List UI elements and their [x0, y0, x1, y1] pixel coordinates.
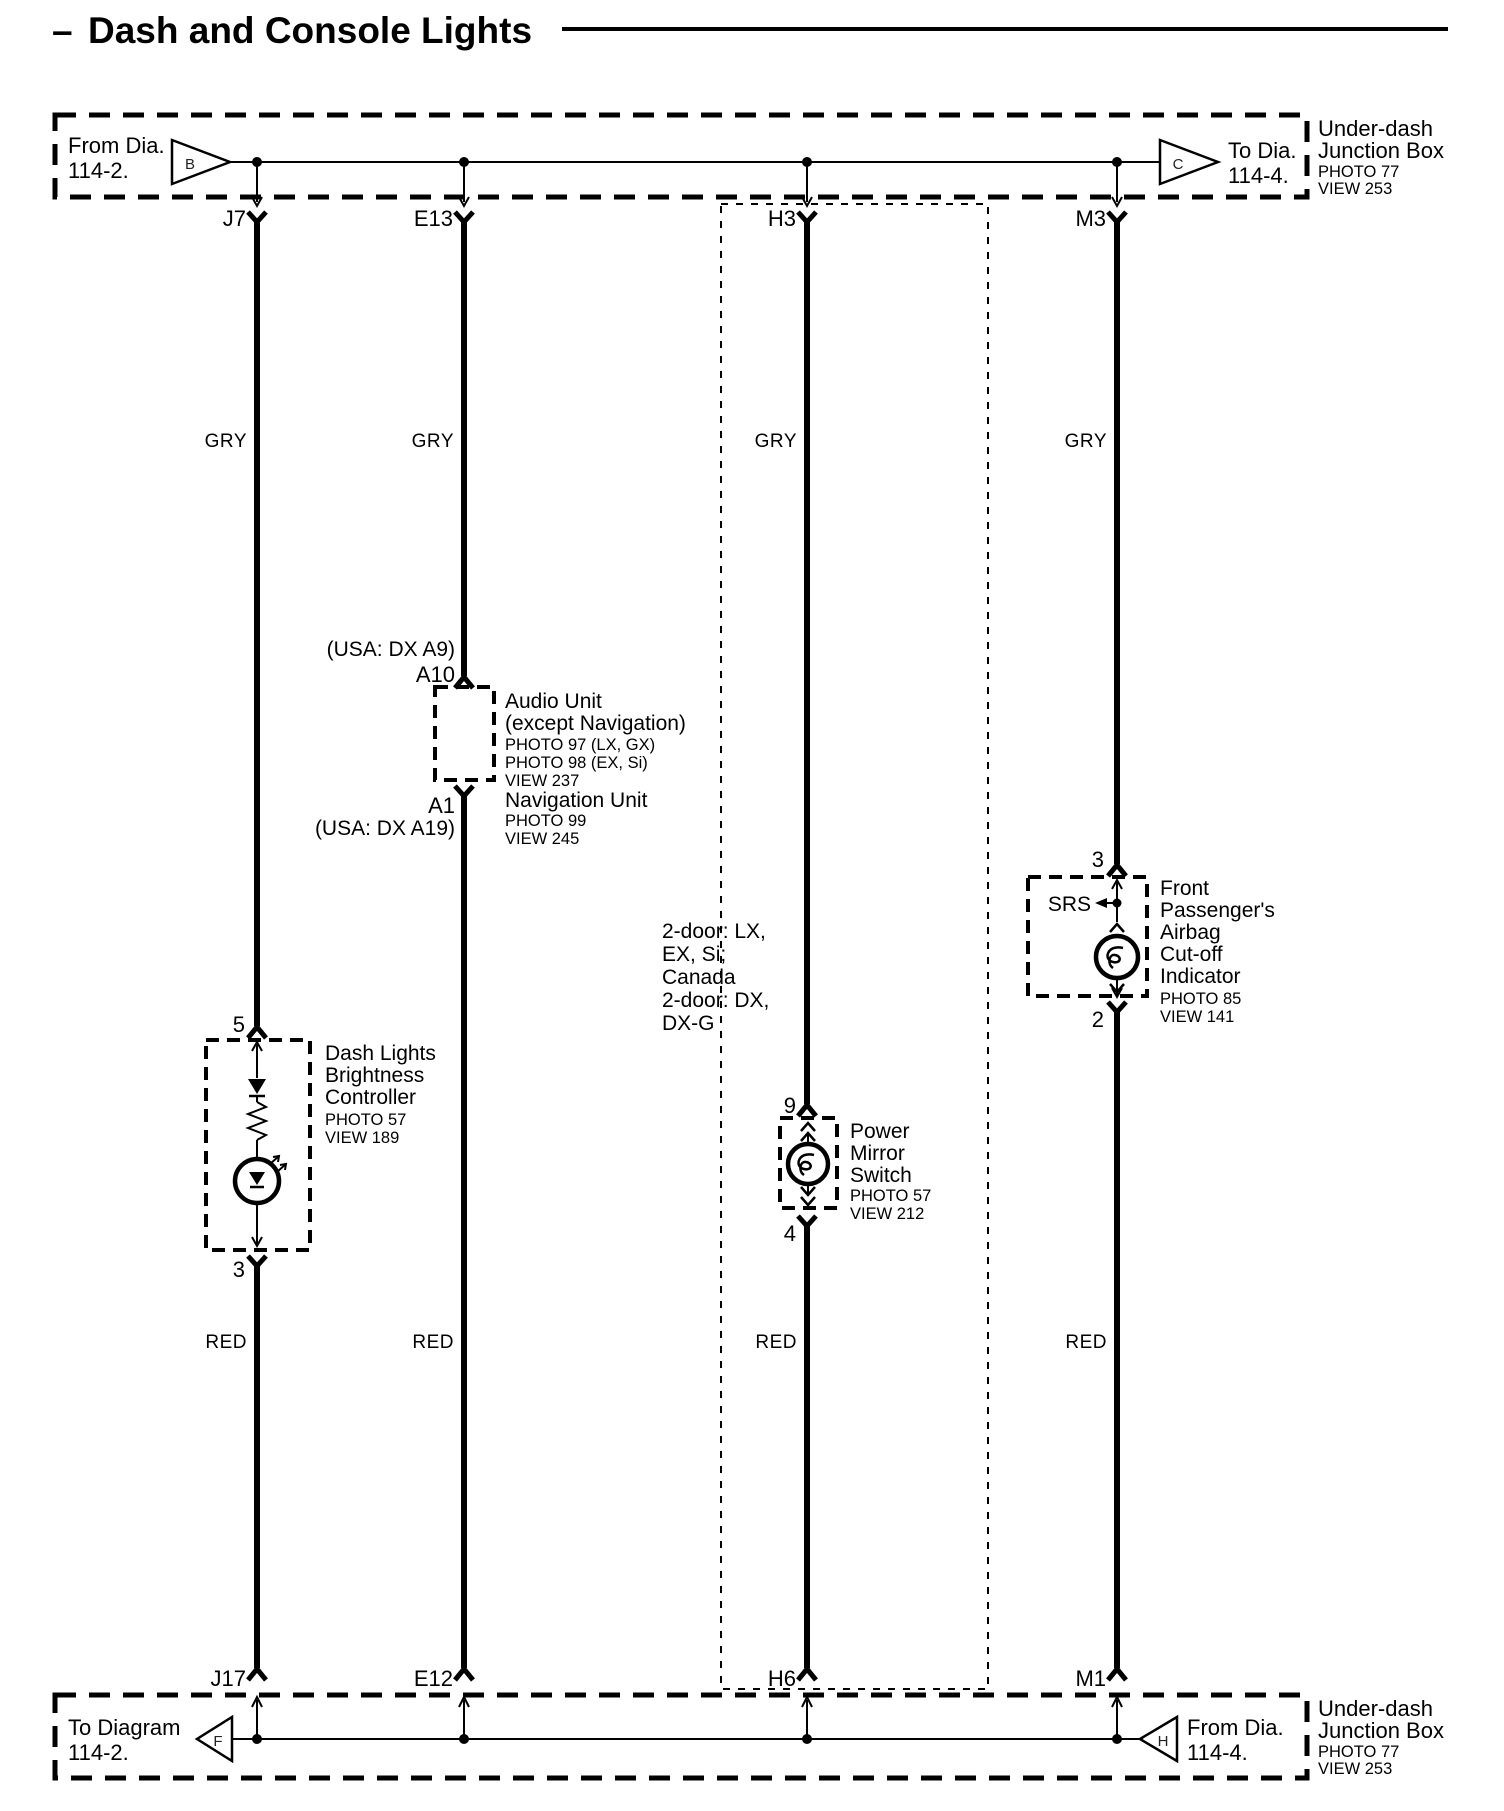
- variant-note-line5: DX-G: [662, 1012, 715, 1035]
- top-connector-label: M3: [1075, 206, 1106, 231]
- bottom-connector-label: E12: [413, 1666, 453, 1691]
- connector-chevron: [798, 1669, 816, 1680]
- navigation-photo-ref: PHOTO 99: [505, 812, 587, 830]
- bottom-to-label-line2: 114-4.: [1187, 1740, 1248, 1765]
- wire-color-label: RED: [755, 1332, 797, 1353]
- wire-color-label: GRY: [754, 431, 797, 452]
- diode-icon: [248, 1079, 266, 1094]
- airbag-name-line5: Indicator: [1160, 965, 1241, 988]
- top-connector-label: J7: [222, 206, 246, 231]
- mirror-photo-ref: PHOTO 57: [850, 1187, 932, 1205]
- resistor-icon: [248, 1102, 266, 1140]
- bottom-connector-label: J17: [210, 1666, 246, 1691]
- connector-chevron: [248, 212, 266, 222]
- connector-chevron: [1108, 1669, 1126, 1680]
- connector-chevron: [248, 1027, 266, 1038]
- mirror-name-line2: Mirror: [850, 1142, 905, 1165]
- srs-label: SRS: [1047, 893, 1091, 916]
- connector-chevron: [1108, 865, 1126, 876]
- connector-arrow-b-icon: [172, 140, 230, 184]
- connector-chevron: [1108, 1002, 1126, 1012]
- airbag-name-line3: Airbag: [1160, 921, 1221, 944]
- connector-chevron: [455, 1669, 473, 1680]
- bottom-junction-box: [55, 1695, 1444, 1778]
- airbag-name-line2: Passenger's: [1160, 899, 1275, 922]
- audio-pin-top: A10: [415, 662, 455, 687]
- top-from-label-line2: 114-2.: [68, 158, 129, 183]
- airbag-name-line4: Cut-off: [1160, 943, 1223, 966]
- connector-chevron: [798, 212, 816, 222]
- wire-column-e13: [412, 206, 473, 1691]
- bottom-box-view-ref: VIEW 253: [1318, 1760, 1393, 1778]
- airbag-cutoff-indicator: [1028, 847, 1275, 1032]
- bottom-from-label-line2: 114-2.: [68, 1740, 129, 1765]
- airbag-pin-top: 3: [1091, 847, 1104, 872]
- top-box-name-line1: Under-dash: [1318, 116, 1433, 141]
- airbag-name-line1: Front: [1160, 877, 1210, 900]
- wire-color-label: RED: [205, 1332, 247, 1353]
- navigation-name: Navigation Unit: [505, 789, 648, 812]
- connector-arrow-h-tag: H: [1157, 1733, 1169, 1750]
- mirror-pin-top: 9: [783, 1093, 796, 1118]
- srs-arrowhead-icon: [1095, 898, 1107, 908]
- variant-note-line2: EX, Si;: [662, 943, 727, 966]
- wire-column-h3: [755, 206, 816, 1691]
- bottom-from-label-line1: To Diagram: [68, 1715, 181, 1740]
- top-from-label-line1: From Dia.: [68, 133, 165, 158]
- mirror-view-ref: VIEW 212: [850, 1205, 925, 1223]
- connector-arrow-b-tag: B: [184, 156, 196, 173]
- top-to-label-line2: 114-4.: [1228, 163, 1289, 188]
- airbag-pin-bottom: 2: [1091, 1007, 1104, 1032]
- top-junction-box-border: [55, 115, 1307, 197]
- mirror-name-line1: Power: [850, 1120, 910, 1143]
- led-triangle-icon: [249, 1172, 265, 1185]
- internal-chevron: [1110, 924, 1124, 932]
- page-title: [52, 10, 1448, 51]
- brightness-view-ref: VIEW 189: [325, 1129, 400, 1147]
- audio-photo-ref-1: PHOTO 97 (LX, GX): [505, 736, 656, 754]
- brightness-pin-bottom: 3: [232, 1257, 245, 1282]
- bottom-connector-label: M1: [1075, 1666, 1106, 1691]
- connector-chevron: [798, 1216, 816, 1226]
- audio-pin-bottom: A1: [428, 793, 455, 818]
- top-to-label-line1: To Dia.: [1228, 138, 1297, 163]
- variant-note-line1: 2-door: LX,: [662, 920, 766, 943]
- audio-view-ref-1: VIEW 237: [505, 772, 580, 790]
- bottom-box-name-line1: Under-dash: [1318, 1696, 1433, 1721]
- mirror-pin-bottom: 4: [783, 1221, 796, 1246]
- audio-photo-ref-2: PHOTO 98 (EX, Si): [505, 754, 648, 772]
- mirror-name-line3: Switch: [850, 1164, 912, 1187]
- wire-color-label: RED: [1065, 1332, 1107, 1353]
- wire-color-label: GRY: [204, 431, 247, 452]
- indicator-bulb-icon: [1096, 936, 1138, 978]
- brightness-name-line1: Dash Lights: [325, 1042, 436, 1065]
- wire-color-label: RED: [412, 1332, 454, 1353]
- variant-note-line4: 2-door: DX,: [662, 989, 770, 1012]
- connector-chevron: [455, 786, 473, 796]
- navigation-view-ref: VIEW 245: [505, 830, 580, 848]
- audio-name-line2: (except Navigation): [505, 712, 686, 735]
- bottom-box-name-line2: Junction Box: [1318, 1718, 1444, 1743]
- top-box-view-ref: VIEW 253: [1318, 180, 1393, 198]
- bottom-box-photo-ref: PHOTO 77: [1318, 1743, 1400, 1761]
- bulb-filament: [1108, 947, 1123, 968]
- brightness-name-line2: Brightness: [325, 1064, 425, 1087]
- audio-unit-component: [315, 638, 686, 848]
- connector-chevron: [798, 1105, 816, 1116]
- top-box-photo-ref: PHOTO 77: [1318, 163, 1400, 181]
- audio-pin-note-bottom: (USA: DX A19): [314, 817, 455, 840]
- audio-name-line1: Audio Unit: [505, 690, 602, 713]
- internal-chevron: [801, 1197, 815, 1205]
- wire-color-label: GRY: [411, 431, 454, 452]
- title-dash: –: [52, 10, 73, 51]
- connector-chevron: [248, 1256, 266, 1266]
- connector-arrow-f-tag: F: [213, 1733, 223, 1750]
- bottom-to-label-line1: From Dia.: [1187, 1715, 1284, 1740]
- wire-column-j7: [205, 206, 266, 1691]
- connector-chevron: [455, 212, 473, 222]
- page-title-text: Dash and Console Lights: [88, 10, 533, 51]
- top-box-name-line2: Junction Box: [1318, 138, 1444, 163]
- brightness-pin-top: 5: [232, 1012, 245, 1037]
- bottom-connector-label: H6: [767, 1666, 796, 1691]
- led-emission-arrow-icon: [277, 1164, 286, 1172]
- top-connector-label: H3: [767, 206, 796, 231]
- connector-chevron: [1108, 212, 1126, 222]
- bulb-filament: [799, 1154, 814, 1175]
- top-connector-label: E13: [413, 206, 453, 231]
- airbag-view-ref: VIEW 141: [1160, 1008, 1235, 1026]
- internal-chevron: [801, 1123, 815, 1131]
- audio-unit-box: [435, 687, 494, 780]
- airbag-photo-ref: PHOTO 85: [1160, 990, 1242, 1008]
- variant-note: [662, 920, 769, 1035]
- connector-arrow-c-icon: [1160, 140, 1218, 184]
- variant-note-line3: Canada: [662, 966, 736, 989]
- led-emission-arrow-icon: [270, 1156, 279, 1164]
- variant-region-box: [721, 204, 988, 1689]
- connector-chevron: [248, 1669, 266, 1680]
- wire-color-label: GRY: [1064, 431, 1107, 452]
- indicator-bulb-icon: [788, 1144, 828, 1184]
- audio-pin-note-top: (USA: DX A9): [326, 638, 455, 661]
- top-junction-box: [55, 115, 1444, 206]
- brightness-name-line3: Controller: [325, 1086, 417, 1109]
- brightness-photo-ref: PHOTO 57: [325, 1111, 407, 1129]
- connector-arrow-c-tag: C: [1172, 156, 1184, 173]
- brightness-controller: [206, 1012, 436, 1282]
